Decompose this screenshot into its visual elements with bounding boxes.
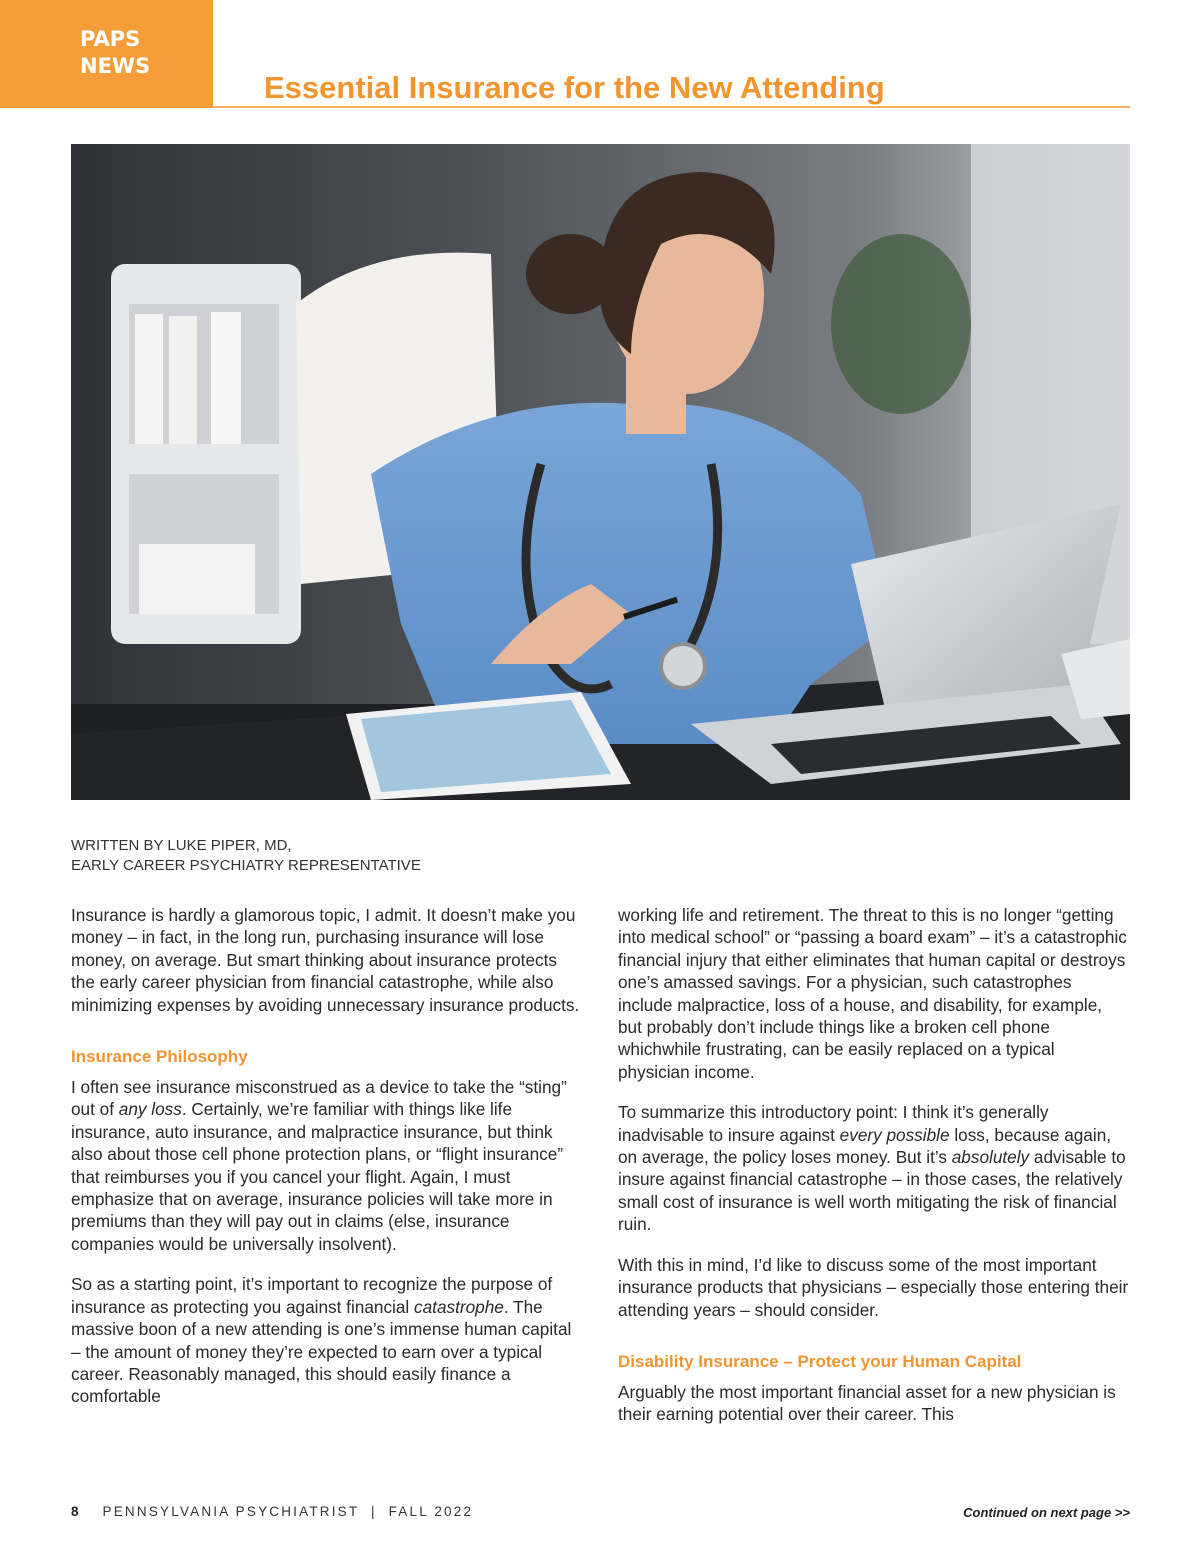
page-number: 8 (71, 1504, 79, 1519)
text-run: So as a starting point, it’s important to recognize the purpose of insurance as protecting you against financial (71, 1274, 553, 1317)
paragraph-purpose (71, 1273, 583, 1407)
section-tag-line1: PAPS (80, 27, 141, 51)
paragraph-transition: With this in mind, I’d like to discuss some of the most important insurance products that physicians – especially those entering their attending years – should consider. (618, 1254, 1129, 1320)
text-run: loss, because again, on average, the policy loses money. But it’s (618, 1124, 1112, 1168)
title-divider (213, 106, 1130, 108)
paragraph-summary (618, 1101, 1130, 1235)
left-column (71, 904, 583, 1426)
text-run: I often see insurance misconstrued as a device to take the “sting” out of (71, 1077, 567, 1120)
byline (71, 836, 591, 876)
right-column (618, 904, 1130, 1444)
emphasis: absolutely (951, 1147, 1030, 1168)
section-tag-line2: NEWS (80, 54, 151, 78)
continued-link[interactable]: Continued on next page >> (963, 1505, 1130, 1520)
section-heading-insurance-philosophy: Insurance Philosophy (71, 1047, 248, 1067)
paragraph-threat: working life and retirement. The threat to this is no longer “getting into medical school” or “passing a board exam” – it’s a catastrophic financial injury that either eliminates that human capital or destroys one’s amassed savings. For a physician, such catastrophes include malpractice, loss of a house, and disability, for example, but probably don’t include things like a broken cell phone whichwhile frustrating, can be easily replaced on a typical physician income. (618, 905, 1127, 1082)
intro-paragraph: Insurance is hardly a glamorous topic, I admit. It doesn’t make you money – in fact, in the long run, purchasing insurance will lose money, on average. But smart thinking about insurance protects the early career physician from financial catastrophe, while also minimizing expenses by avoiding unnecessary insurance products. (71, 905, 580, 1015)
text-run: advisable to insure against financial catastrophe – in those cases, the relatively small cost of insurance is well worth mitigating the risk of financial ruin. (618, 1147, 1126, 1235)
byline-author: WRITTEN BY LUKE PIPER, MD, (71, 837, 292, 854)
article-title: Essential Insurance for the New Attending (264, 70, 885, 105)
emphasis: every possible (839, 1124, 950, 1145)
emphasis: catastrophe (414, 1296, 504, 1317)
publication-name: PENNSYLVANIA PSYCHIATRIST | FALL 2022 (102, 1504, 474, 1519)
section-tag (0, 0, 213, 108)
text-run: . Certainly, we’re familiar with things like life insurance, auto insurance, and malpractice insurance, but think also about those cell phone protection plans, or “flight insurance” that reimburses you if you cancel your flight. Again, I must emphasize that on average, insurance policies will take more in premiums than they will pay out in claims (else, insurance companies would be universally insolvent). (71, 1099, 564, 1254)
byline-role: EARLY CAREER PSYCHIATRY REPRESENTATIVE (71, 857, 421, 874)
text-run: . The massive boon of a new attending is one’s immense human capital – the amount of money they’re expected to earn over a typical career. Reasonably managed, this should easily finance a comfortable (71, 1296, 572, 1407)
paragraph-philosophy (71, 1076, 583, 1255)
section-heading-disability-insurance: Disability Insurance – Protect your Human Capital (618, 1351, 1022, 1371)
paragraph-disability: Arguably the most important financial asset for a new physician is their earning potential over their career. This (618, 1381, 1116, 1425)
page-footer (71, 1504, 473, 1519)
text-run: To summarize this introductory point: I think it’s generally inadvisable to insure against (618, 1102, 1049, 1145)
hero-photo (71, 144, 1130, 800)
photo-illustration (71, 144, 1130, 800)
emphasis: any loss (118, 1099, 182, 1120)
